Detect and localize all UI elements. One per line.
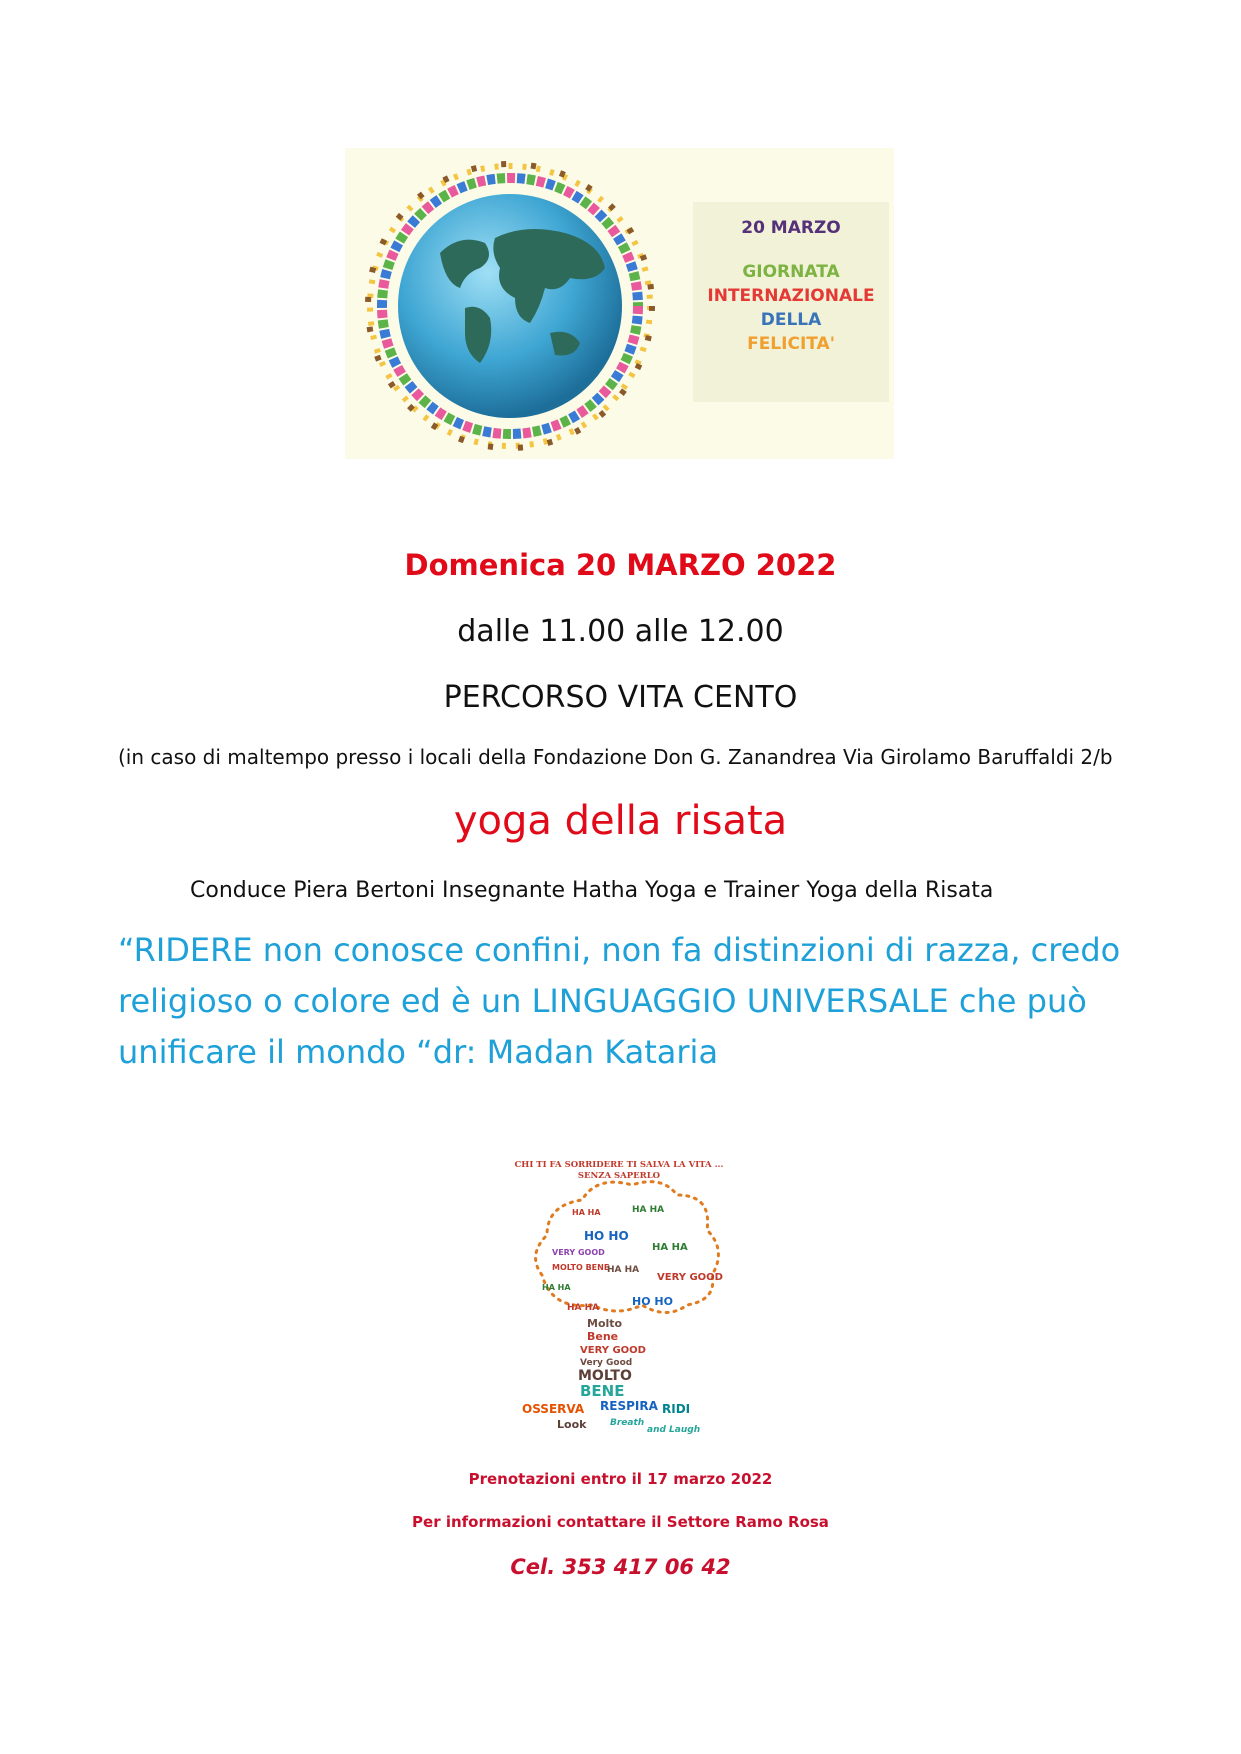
tree-word: HA HA	[542, 1283, 571, 1292]
happiness-day-banner	[345, 148, 894, 459]
event-place: PERCORSO VITA CENTO	[443, 680, 798, 715]
globe	[398, 194, 622, 418]
bad-weather-note: (in caso di maltempo presso i locali della Fondazione Don G. Zanandrea Via Girolamo Baruffaldi 2/b	[118, 745, 1113, 769]
tree-word: OSSERVA	[522, 1402, 585, 1416]
tree-word: Molto	[587, 1317, 623, 1330]
tree-word: MOLTO	[578, 1368, 632, 1384]
tree-word: VERY GOOD	[552, 1248, 605, 1257]
tree-caption-line: SENZA SAPERLO	[577, 1171, 661, 1181]
tree-word: HO HO	[632, 1295, 673, 1308]
banner-line-della: DELLA	[760, 310, 822, 330]
tree-word: BENE	[580, 1382, 625, 1400]
quote-line: religioso o colore ed è un LINGUAGGIO UNIVERSALE che può	[118, 982, 1087, 1020]
banner-text-panel	[693, 202, 889, 402]
banner-line-internazionale: INTERNAZIONALE	[707, 286, 875, 306]
quote-line: unificare il mondo “dr: Madan Kataria	[118, 1033, 719, 1071]
quote-block	[118, 925, 1128, 1078]
quote-line: “RIDERE non conosce confini, non fa distinzioni di razza, credo	[118, 931, 1121, 969]
tree-word: HA HA	[632, 1205, 665, 1215]
laughter-tree-image	[512, 1160, 726, 1440]
tree-word: RIDI	[662, 1402, 691, 1416]
booking-deadline: Prenotazioni entro il 17 marzo 2022	[468, 1470, 773, 1488]
tree-word: VERY GOOD	[657, 1272, 723, 1283]
tree-word: HO HO	[584, 1229, 629, 1243]
tree-word: Look	[557, 1418, 587, 1431]
tree-word: HA HA	[652, 1242, 688, 1253]
banner-date: 20 MARZO	[741, 218, 841, 238]
tree-word: HA HA	[607, 1265, 640, 1275]
phone-number: Cel. 353 417 06 42	[510, 1555, 731, 1579]
event-time: dalle 11.00 alle 12.00	[457, 614, 784, 649]
event-date: Domenica 20 MARZO 2022	[404, 548, 837, 582]
tree-word: Very Good	[580, 1358, 633, 1368]
tree-word: HA HA	[567, 1303, 600, 1313]
contact-info: Per informazioni contattare il Settore Ramo Rosa	[412, 1513, 829, 1531]
globe-with-children-illustration	[345, 148, 695, 459]
conductor-line: Conduce Piera Bertoni Insegnante Hatha Yoga e Trainer Yoga della Risata	[190, 878, 994, 903]
event-title: yoga della risata	[453, 798, 788, 844]
tree-word: Breath	[610, 1418, 645, 1428]
tree-word: RESPIRA	[600, 1399, 658, 1413]
banner-line-felicita: FELICITA'	[747, 334, 835, 354]
tree-word-art	[512, 1160, 726, 1440]
tree-caption-line: CHI TI FA SORRIDERE TI SALVA LA VITA ...	[514, 1160, 724, 1170]
tree-word: HA HA	[572, 1208, 601, 1217]
tree-word: and Laugh	[647, 1425, 701, 1435]
tree-word: VERY GOOD	[580, 1345, 646, 1356]
tree-word: MOLTO BENE	[552, 1263, 610, 1272]
tree-word: Bene	[587, 1330, 619, 1343]
banner-line-giornata: GIORNATA	[742, 262, 840, 282]
